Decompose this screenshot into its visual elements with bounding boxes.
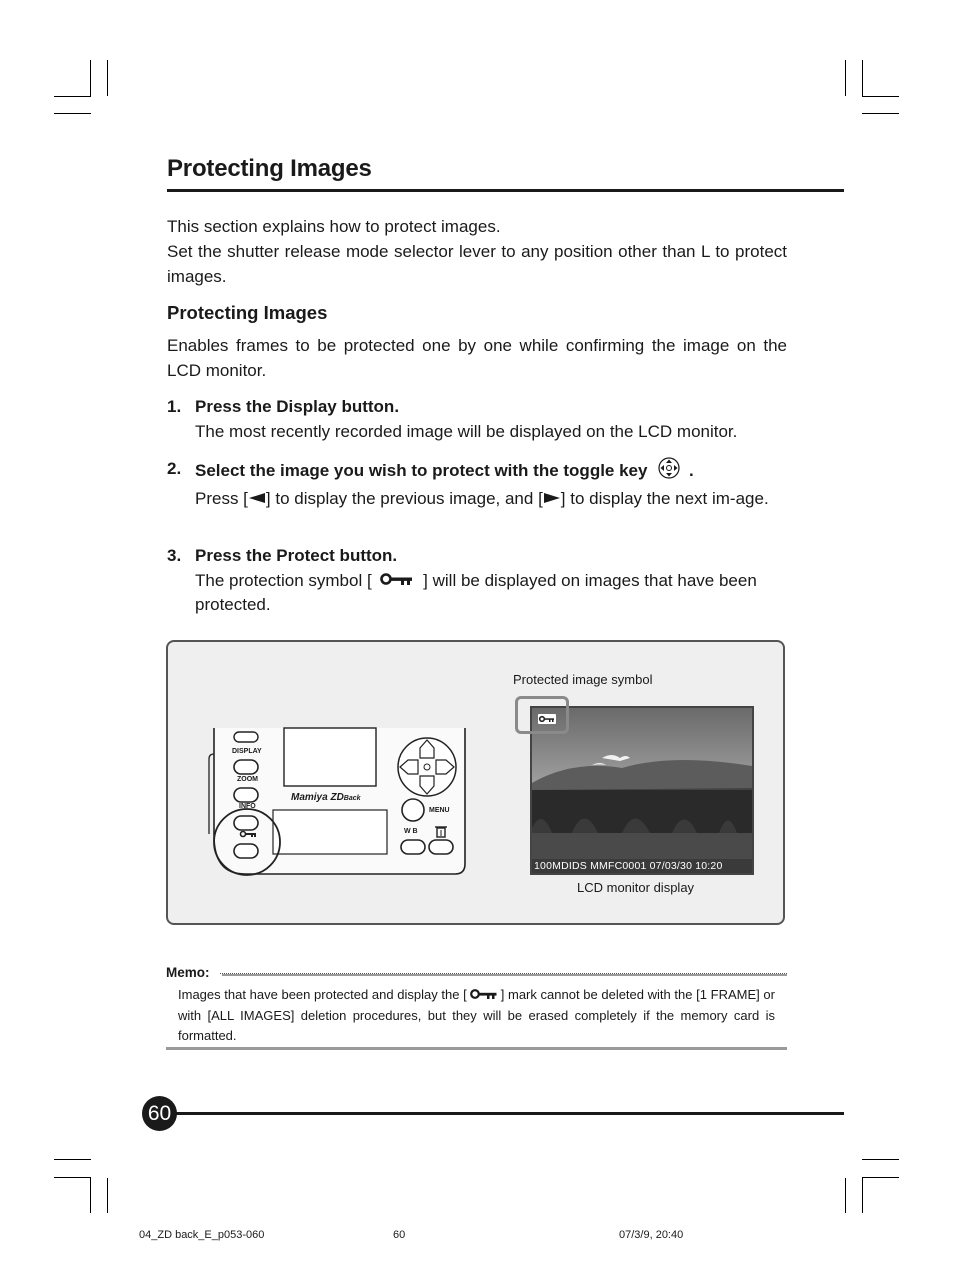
step-body-part: ] will be displayed on images that have been protected. — [195, 570, 757, 615]
page-rule — [172, 1112, 844, 1115]
crop-mark — [54, 96, 91, 97]
brand-label: Mamiya ZDBack — [291, 792, 361, 803]
crop-mark — [862, 60, 863, 96]
protected-symbol-highlight — [515, 696, 569, 734]
crop-mark — [107, 1178, 108, 1213]
crop-mark — [90, 60, 91, 96]
section-description: Enables frames to be protected one by one while confirming the image on the LCD monitor. — [167, 336, 787, 380]
footer-timestamp: 07/3/9, 20:40 — [619, 1229, 684, 1241]
wb-label: W B — [404, 828, 418, 835]
footer-filename: 04_ZD back_E_p053-060 — [139, 1229, 265, 1241]
crop-mark — [862, 1178, 863, 1213]
crop-mark — [107, 60, 108, 96]
crop-mark — [845, 1178, 846, 1213]
step-body-part: The protection symbol [ — [195, 570, 372, 590]
trash-icon — [435, 827, 447, 837]
step-heading: Select the image you wish to protect with the toggle key — [195, 461, 648, 481]
protected-symbol-caption: Protected image symbol — [513, 672, 653, 687]
section-subtitle: Protecting Images — [167, 302, 328, 323]
step-2 — [167, 457, 787, 511]
page-title: Protecting Images — [167, 155, 372, 182]
step-1 — [167, 395, 787, 444]
memo-bottom-rule — [166, 1047, 787, 1050]
step-3 — [167, 544, 787, 618]
crop-mark — [862, 96, 899, 97]
step-body-part: Press [ — [195, 488, 248, 508]
display-label: DISPLAY — [232, 748, 262, 755]
crop-mark — [54, 1177, 91, 1178]
menu-label: MENU — [429, 807, 450, 814]
lcd-caption: LCD monitor display — [577, 880, 695, 895]
intro-line-2: Set the shutter release mode selector lever to any position other than L to protect images. — [167, 242, 787, 286]
zoom-label: ZOOM — [237, 776, 258, 783]
right-arrow-icon — [543, 487, 561, 512]
step-body-part: ] to display the previous image, and [ — [265, 488, 543, 508]
step-heading: Press the Display button. — [195, 397, 400, 416]
memo-text: Images that have been protected and display the [ ] mark cannot be deleted with the [1 FRAME] or with [ALL IMAGES] deletion procedures, but they will be erased completely if the memory card is formatted. — [178, 987, 775, 1043]
step-body: The most recently recorded image will be displayed on the LCD monitor. — [195, 421, 738, 441]
crop-mark — [54, 113, 91, 114]
memo-top-rule — [222, 974, 787, 976]
crop-mark — [862, 1177, 899, 1178]
step-number: 3. — [167, 546, 182, 565]
title-rule — [167, 189, 844, 192]
step-number: 1. — [167, 397, 182, 416]
crop-mark — [845, 60, 846, 96]
step-heading-end: . — [688, 461, 694, 481]
left-arrow-icon — [248, 487, 266, 512]
toggle-key-icon — [658, 457, 680, 487]
step-body-part: ] to display the next im-age. — [560, 488, 769, 508]
intro-line-1: This section explains how to protect images. — [167, 217, 501, 236]
step-heading: Press the Protect button. — [195, 546, 398, 565]
memo-label: Memo: — [166, 965, 210, 980]
key-icon — [380, 569, 414, 594]
key-icon — [470, 986, 498, 1006]
info-label: INFO — [239, 803, 256, 810]
step-number: 2. — [167, 459, 182, 478]
crop-mark — [862, 113, 899, 114]
page-number-badge: 60 — [142, 1096, 177, 1131]
footer-page: 60 — [393, 1229, 406, 1241]
lcd-status-bar: 100MDIDS MMFC0001 07/03/30 10:20 — [532, 859, 752, 873]
crop-mark — [862, 1159, 899, 1160]
crop-mark — [90, 1178, 91, 1213]
crop-mark — [54, 1159, 91, 1160]
